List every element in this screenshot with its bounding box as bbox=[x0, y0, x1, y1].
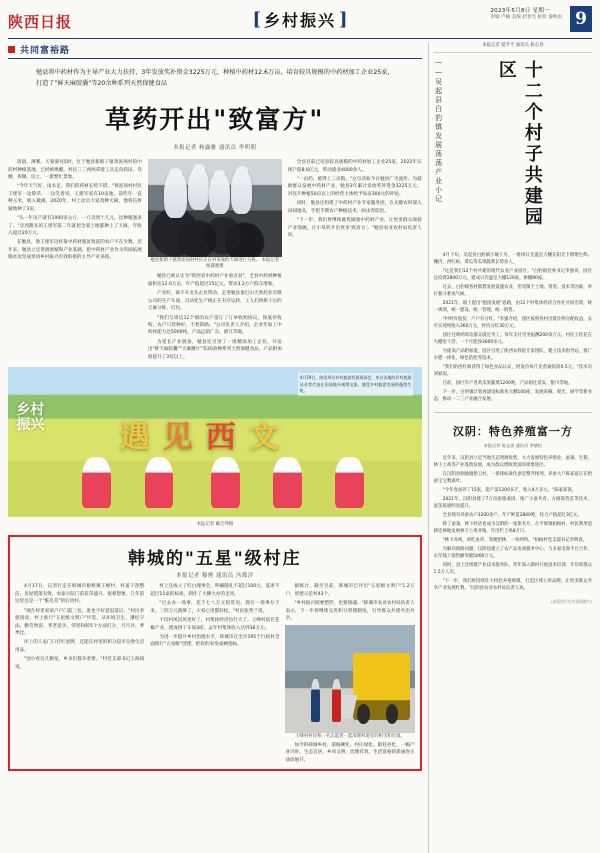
section-title-text: 乡村振兴 bbox=[263, 11, 337, 30]
paragraph: "下一步，我们将持续壮大特色养殖规模，打造区域公用品牌，让更多群众共享产业发展红利。"汉阴县农业农村局负责人说。 bbox=[433, 579, 592, 592]
paragraph: 2021年，镇上提出"抱团发展"思路，由12个村集体经济合作社共同出资，统一规划、统一建设、统一管理、统一销售。 bbox=[433, 300, 592, 313]
paragraph: "乡村振兴既要塑形，也要铸魂。"韩城市农业农村局负责人表示，下一步将继续完善积分管理制度，引导群众共建共治共享。 bbox=[285, 601, 415, 622]
paragraph: "别小看这几颗星，乡亲们都争着要。"村党支部书记王海斌说。 bbox=[15, 657, 145, 670]
lead-col-2 bbox=[148, 159, 282, 363]
paragraph: 在汉阴县涧池镇紫云村，一排排标准化蚕室整齐排列。养蚕大户陈家富正在给蚕宝宝喂桑叶。 bbox=[433, 471, 592, 484]
person-figure bbox=[335, 457, 364, 508]
paragraph: 勉县已被认定为"陕西省中药材产业重点县"，全县中药材种植面积达12.6万亩，年产值超过15亿元，带动3.2万户群众增收。 bbox=[147, 274, 282, 287]
hat-icon bbox=[214, 170, 225, 179]
paragraph: "今年春蚕养了15张，能产茧1200多斤，收入4万多元。"陈家富说。 bbox=[442, 487, 577, 493]
paragraph: "我们的西红柿获得了绿色食品认证，批发价每斤比普通的高0.5元。"技术员刘斌说。 bbox=[433, 365, 592, 378]
paragraph: 据统计，截至目前，韩城市已评出"五星级文明户"1.2万户，创建示范村43个。 bbox=[285, 584, 415, 597]
photo-village-cleanup bbox=[285, 625, 414, 733]
loader-vehicle-icon bbox=[353, 653, 410, 720]
lead-headline: 草药开出"致富方" bbox=[105, 105, 325, 135]
boxed-col-1 bbox=[15, 583, 144, 766]
person-figure bbox=[273, 457, 302, 508]
paragraph: "林下养鸡，鸡吃虫草，粪便肥林，一举两得。"柏杨村党支部书记李明说。 bbox=[442, 537, 588, 543]
paragraph: 村上还成立了红白理事会，明确随礼不超过100元、宴席不超过15桌的标准，刹住了大操大办的歪风。 bbox=[150, 584, 280, 597]
photo-herb-harvest bbox=[148, 159, 282, 257]
worker-figure bbox=[164, 171, 187, 218]
right-title-wrap bbox=[434, 58, 592, 245]
paragraph: 目前，园区年产各类瓜果蔬菜1200吨，产品销往延安、银川等地。 bbox=[442, 381, 573, 387]
paragraph: "村村有股份、户户有分红。"李强介绍，园区按照各村出资比例分配收益，去年实现纯收入360万元，村均分红30万元。 bbox=[433, 316, 592, 330]
paragraph: 近年来，汉阴县立足当地生态资源优势，大力发展特色养殖业，蚕桑、生猪、林下土鸡等产业蓬勃发展，成为群众增收致富的重要途径。 bbox=[433, 455, 592, 468]
paragraph: 同时，勉县还组建了中药材产业专家服务团，在关键农时深入田间地头，手把手教农户种植技术、病虫害防治。 bbox=[287, 201, 422, 214]
worker-figure bbox=[231, 169, 252, 214]
paragraph: "过去办一场事，花个七八万元很常见。现在一场事办下来，三四万元就够了，大家心里都轻松。"村民张秀兰说。 bbox=[150, 601, 280, 614]
paragraph: 清晨，薄雾。天蒙蒙亮5时，位于勉县新街子镇黄泥岗村的中药材种植基地，已经被唤醒。村民三三两两拿着工具走向药田，弯腰、挥锄、培土，一派繁忙景象。 bbox=[8, 160, 142, 180]
person-figure bbox=[311, 679, 320, 722]
paragraph: 全县目前已培育较具规模的中药材加工企业25家，2022年实现产值8.6亿元，带动就业4000余人。 bbox=[287, 160, 422, 173]
right-sub-body bbox=[434, 455, 592, 595]
hat-icon bbox=[169, 168, 182, 178]
wheel bbox=[357, 704, 370, 724]
photo-caption: 勉县新街子镇黄泥岗村村民正在对采收的天麻进行分拣。 本报记者 杨露雅摄 bbox=[150, 258, 280, 270]
lead-summary: 勉县将中药材作为主导产业大力扶持，3年发放奖补资金3225万元，种植中药材12.6万亩，培育较具规模的中药材加工企业25家，打造了"鲜天麻胶囊"等20余种系列天然保健食品 bbox=[36, 69, 394, 87]
worker-figure bbox=[188, 167, 209, 210]
boxed-col-2 bbox=[150, 583, 279, 766]
paragraph: 下一步，白豹镇计划再建设标准化大棚100座，发展采摘、观光、研学等新业态，推动一二三产业融合发展。 bbox=[433, 390, 592, 403]
paragraph: 4月下旬，吴起县白豹镇小城子川，一排排日光温室大棚在阳光下熠熠生辉。棚内，西红柿、黄瓜等瓜果蔬菜长势喜人。 bbox=[433, 252, 592, 265]
right-subtitle: ——吴起县白豹镇发展荡荡产业小记 bbox=[434, 57, 443, 204]
photo-caption: 王峰村村民和一名志愿者一起清理村道旁的积雪和垃圾。 bbox=[295, 733, 405, 739]
square-bullet-icon bbox=[8, 46, 15, 53]
field-photo-big-text: 遇 见 西 文 bbox=[119, 420, 279, 456]
paragraph: 为延长产业链条，勉县还引进了一批精深加工企业，开发出"鲜天麻胶囊""天麻精片"等20余种系列天然保健食品，产品附加值提升了3倍以上。 bbox=[147, 339, 282, 360]
hat-icon bbox=[193, 164, 205, 173]
paragraph: 园区还吸纳周边群众就近务工，每年支付劳务报酬200余万元。村民王桂花在大棚里干活，一个月能挣3000多元。 bbox=[433, 333, 592, 346]
masthead bbox=[8, 6, 592, 39]
hat-icon bbox=[236, 166, 248, 176]
person-figure bbox=[211, 457, 240, 508]
paragraph: 为解决销路问题，汉阴县建立了农产品电商服务中心，与多家电商平台合作，去年线上销售额突破5000万元。 bbox=[433, 547, 592, 560]
publication-date: 2023年5月8日 星期一 bbox=[490, 8, 551, 14]
photo-rural-culture bbox=[8, 367, 422, 517]
person-figure bbox=[82, 457, 111, 508]
highlighted-article bbox=[8, 535, 422, 771]
page-footer-note: (本版图片均为资料照片) bbox=[551, 599, 592, 605]
masthead-meta bbox=[490, 7, 562, 22]
paragraph: 为提高产品附加值，园区引进了陕西农科院专家团队，建立技术指导站，推广水肥一体化、绿色防控等技术。 bbox=[433, 349, 592, 362]
paragraph: "这是我们12个村共建的现代农业产业园区。"白豹镇党委书记李强说，园区总投资2800万元，建成日光温室大棚120座、拱棚80座。 bbox=[433, 268, 592, 281]
paragraph: 不仅村风民风变好了，村集体经济也壮大了。王峰村依托花椒产业，建成烘干车间3座，去年村集体收入达到38万元。 bbox=[150, 618, 280, 631]
boxed-col-3 bbox=[285, 583, 414, 766]
section-title bbox=[252, 8, 347, 31]
left-column bbox=[8, 43, 422, 853]
paragraph: 为进一步提升乡村治理水平，韩城市在全市195个行政村全面推行"五星级"创建，把软约束变成硬指标。 bbox=[150, 634, 280, 648]
lead-col-3 bbox=[288, 159, 422, 363]
boxed-byline: 本报记者 穆骋 通讯员 冯都洋 bbox=[176, 573, 254, 580]
paragraph: 过去，白豹镇各村都想发展设施农业，但受限于土地、资金、技术等因素，单打独斗难成气候。 bbox=[433, 284, 592, 297]
paragraph: 产业旺，离不开龙头企业带动。走进勉县秦巴山天然药业有限公司的生产车间，自动化生产线正在有序运转，工人们将烘干后的天麻分拣、打包。 bbox=[147, 291, 282, 312]
paragraph: 如今的韩城乡村，道路硬化、村庄绿化、街巷亮化，一幅产业兴旺、生态宜居、乡风文明、治理有效、生活富裕的新画卷正徐徐展开。 bbox=[285, 742, 415, 763]
right-column bbox=[428, 43, 592, 853]
boxed-text-columns bbox=[15, 583, 415, 766]
paragraph: 同时，县上还组建产业技术服务队，常年深入镇村开展技术培训，年培训群众1.5万人次。 bbox=[433, 563, 592, 576]
paragraph: "今年天气好，雨水足，我们的药材长势不错。"黄泥岗村村民王建军一边除草，一边笑着说。王建军家有10亩地，前些年一直种玉米，收入微薄。2020年，村上动员大家改种天麻，他将信将疑地种了3亩。 bbox=[8, 184, 142, 212]
lead-col-1 bbox=[8, 159, 142, 363]
paragraph: 在勉县，像王建军这样靠中药材脱贫致富的农户不在少数。近年来，勉县立足资源禀赋和产业基础，把中药材产业作为巩固拓展脱贫攻坚成果同乡村振兴有效衔接的主导产业来抓。 bbox=[8, 240, 142, 261]
field-photo-note: 4月19日，陕西举办乡村旅游发展现场会，来自各地的乡村旅游从业者代表在田间地头观摩交流，感受乡村旅游发展的蓬勃生机。 bbox=[298, 373, 414, 396]
paragraph: "下一步，我们将继续做优做强中药材产业，让更多群众端稳产业饭碗，让小草药开出更多'致富方'。"勉县农业农村局负责人说。 bbox=[287, 218, 422, 238]
paragraph: "一亩药，抵得上三亩粮。"这句话如今在勉县广为流传。为鼓励群众发展中药材产业，勉县3年累计发放奖补资金3225万元，对连片种植50亩以上的经营主体给予每亩300元的补贴。 bbox=[287, 176, 422, 197]
paragraph: 2021年，汉阴县建了7万亩密植桑园，推广小蚕共育、方格簇营茧等技术，蚕茧质量明显提升。 bbox=[433, 496, 592, 509]
section-strip-label: 共同富裕路 bbox=[20, 46, 71, 56]
page-number: 9 bbox=[570, 6, 592, 32]
person-figure bbox=[332, 679, 341, 722]
section-strip bbox=[8, 43, 422, 59]
paragraph: 4月17日，记者行走在韩城市板桥镇王峰村，村道干净整洁，房屋错落有致，农家小院门前花草盛开。很难想象，几年前这里还是一个"脏乱差"的后进村。 bbox=[15, 584, 145, 605]
right-body bbox=[434, 252, 592, 406]
field-photo-title: 乡村 振兴 bbox=[16, 402, 45, 433]
wheel bbox=[386, 704, 399, 724]
divider bbox=[434, 412, 592, 413]
bracket-right-icon: ] bbox=[339, 9, 348, 30]
editor-credits: 责编 卢楠 美编 赵春光 校检 秦秋雨 bbox=[490, 15, 562, 21]
page-body bbox=[8, 43, 592, 853]
lead-byline: 本报记者 杨露雅 通讯员 李明朝 bbox=[173, 145, 257, 152]
boxed-headline: 韩城的"五星"级村庄 bbox=[127, 549, 302, 570]
newspaper-logo: 陕西日报 bbox=[8, 12, 73, 31]
person-figure bbox=[145, 457, 174, 508]
right-sub-byline: 本报记者 陈志清 通讯员 李德松 bbox=[483, 442, 543, 448]
right-title: 十二个村子共建园区 bbox=[495, 59, 543, 228]
worker-figure bbox=[209, 173, 229, 214]
paragraph: "现在村里家家户户门前三包，谁也不好意思落后。"村民李建国说，村上推行"五星级文明户"评选，从环境卫生、遵纪守法、勤劳致富、孝老爱亲、邻里和睦5个方面打分，月月评、季季比。 bbox=[15, 608, 145, 636]
paragraph: 全县现有养蚕农户3200余户，年产鲜茧2800吨，综合产值超过3亿元。 bbox=[442, 512, 582, 518]
right-byline: 本报记者 厦罗平 通讯员 杨志春 bbox=[434, 43, 592, 53]
paragraph: "我们与周边12个镇的农户签订了订单收购协议，保底价收购，农户只管种好，不愁销路。"公司负责人介绍，企业年加工中药材能力达5000吨，产品远销广东、浙江等地。 bbox=[147, 315, 282, 336]
paragraph: 除了蚕桑，林下经济也成为汉阴的一张新名片。在平梁镇柏杨村，村民利用退耕还林地发展林下土鸡养殖，年出栏土鸡8万只。 bbox=[433, 521, 592, 534]
right-sub-headline: 汉阴：特色养殖富一方 bbox=[452, 424, 573, 438]
paragraph: "头一年亩产就有1000多公斤，一斤卖到十几元，比种粮强多了。"尝到甜头的王建军第二年就把全部土地都种上了天麻，年收入超过20万元。 bbox=[8, 216, 142, 236]
paragraph: 评上的人家门口挂红星牌，还能在村里的积分超市兑换生活用品。 bbox=[15, 640, 145, 653]
bracket-left-icon: [ bbox=[252, 9, 261, 30]
photo-caption: 本报记者 戴吉坤摄 bbox=[196, 522, 234, 528]
lead-text-columns bbox=[8, 159, 422, 363]
